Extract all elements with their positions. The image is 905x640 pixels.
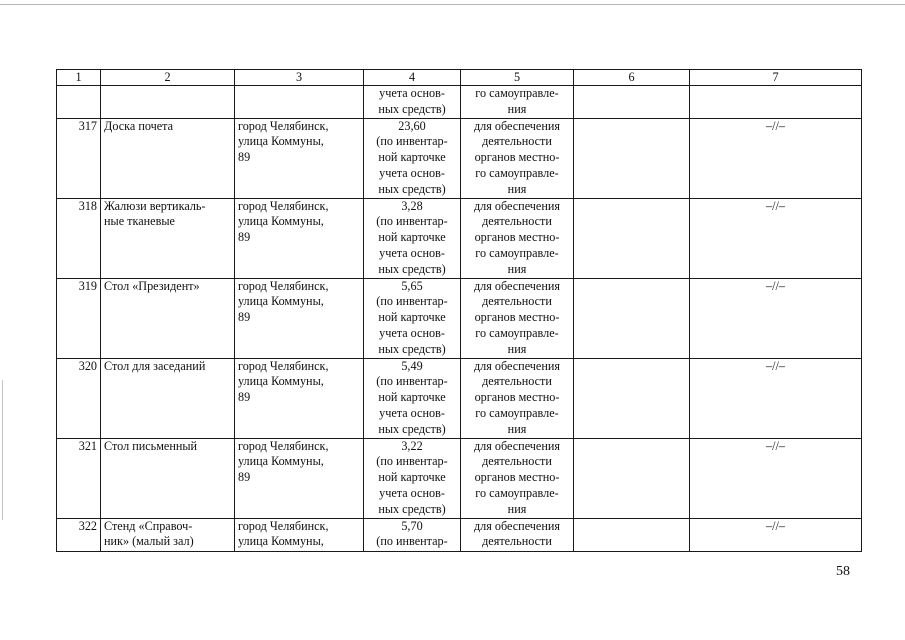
value-cell: 5,65 (по инвентар- ной карточке учета основ- ных средств) xyxy=(364,278,461,358)
table-row xyxy=(57,518,862,551)
purpose-cell: для обеспечения деятельности органов местно- го самоуправле- ния xyxy=(461,118,574,198)
address-cell: город Челябинск, улица Коммуны, 89 xyxy=(235,438,364,518)
col6-cell xyxy=(574,86,690,119)
row-number-cell: 322 xyxy=(57,518,101,551)
table-row xyxy=(57,278,862,358)
col6-cell xyxy=(574,438,690,518)
item-name-cell: Стол письменный xyxy=(101,438,235,518)
col6-cell xyxy=(574,518,690,551)
table-row-continuation xyxy=(57,86,862,119)
address-cell: город Челябинск, улица Коммуны, xyxy=(235,518,364,551)
value-cell: 5,70 (по инвентар- xyxy=(364,518,461,551)
column-header: 5 xyxy=(461,70,574,86)
col7-cell: –//– xyxy=(690,438,862,518)
table-row xyxy=(57,358,862,438)
row-number-cell: 319 xyxy=(57,278,101,358)
address-cell: город Челябинск, улица Коммуны, 89 xyxy=(235,278,364,358)
purpose-cell: для обеспечения деятельности органов местно- го самоуправле- ния xyxy=(461,278,574,358)
column-header: 1 xyxy=(57,70,101,86)
column-header: 2 xyxy=(101,70,235,86)
col6-cell xyxy=(574,358,690,438)
col7-cell: –//– xyxy=(690,198,862,278)
col7-cell: –//– xyxy=(690,518,862,551)
address-cell: город Челябинск, улица Коммуны, 89 xyxy=(235,358,364,438)
row-number-cell: 320 xyxy=(57,358,101,438)
table-row xyxy=(57,118,862,198)
inventory-table xyxy=(56,69,862,552)
row-number-cell: 318 xyxy=(57,198,101,278)
col7-cell: –//– xyxy=(690,358,862,438)
purpose-cell: для обеспечения деятельности органов местно- го самоуправле- ния xyxy=(461,358,574,438)
row-number-cell: 321 xyxy=(57,438,101,518)
value-cell: 3,22 (по инвентар- ной карточке учета основ- ных средств) xyxy=(364,438,461,518)
value-cell: 3,28 (по инвентар- ной карточке учета основ- ных средств) xyxy=(364,198,461,278)
purpose-cell: для обеспечения деятельности органов местно- го самоуправле- ния xyxy=(461,198,574,278)
table-row xyxy=(57,198,862,278)
col6-cell xyxy=(574,278,690,358)
address-cell xyxy=(235,86,364,119)
table-header-row xyxy=(57,70,862,86)
row-number-cell: 317 xyxy=(57,118,101,198)
column-header: 6 xyxy=(574,70,690,86)
page-number: 58 xyxy=(836,564,850,579)
item-name-cell: Стенд «Справоч- ник» (малый зал) xyxy=(101,518,235,551)
item-name-cell xyxy=(101,86,235,119)
purpose-cell: для обеспечения деятельности органов местно- го самоуправле- ния xyxy=(461,438,574,518)
column-header: 4 xyxy=(364,70,461,86)
row-number-cell xyxy=(57,86,101,119)
address-cell: город Челябинск, улица Коммуны, 89 xyxy=(235,198,364,278)
item-name-cell: Жалюзи вертикаль- ные тканевые xyxy=(101,198,235,278)
value-cell: учета основ- ных средств) xyxy=(364,86,461,119)
column-header: 7 xyxy=(690,70,862,86)
table-row xyxy=(57,438,862,518)
address-cell: город Челябинск, улица Коммуны, 89 xyxy=(235,118,364,198)
purpose-cell: для обеспечения деятельности xyxy=(461,518,574,551)
purpose-cell: го самоуправле- ния xyxy=(461,86,574,119)
col7-cell: –//– xyxy=(690,278,862,358)
scan-artifact-top xyxy=(0,4,905,5)
item-name-cell: Доска почета xyxy=(101,118,235,198)
column-header: 3 xyxy=(235,70,364,86)
col6-cell xyxy=(574,118,690,198)
value-cell: 5,49 (по инвентар- ной карточке учета основ- ных средств) xyxy=(364,358,461,438)
scan-artifact-left xyxy=(2,380,3,520)
item-name-cell: Стол для заседаний xyxy=(101,358,235,438)
col7-cell xyxy=(690,86,862,119)
col6-cell xyxy=(574,198,690,278)
value-cell: 23,60 (по инвентар- ной карточке учета основ- ных средств) xyxy=(364,118,461,198)
col7-cell: –//– xyxy=(690,118,862,198)
item-name-cell: Стол «Президент» xyxy=(101,278,235,358)
